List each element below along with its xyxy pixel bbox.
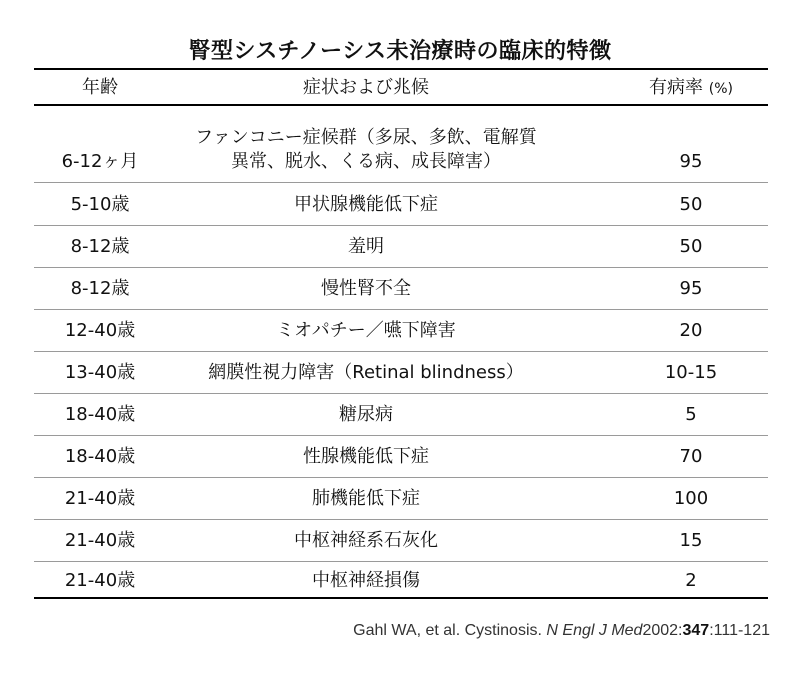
- symptom-cell: 糖尿病: [339, 404, 393, 425]
- prevalence-cell: 70: [679, 446, 703, 467]
- row-separator: [34, 519, 768, 520]
- citation: [0, 622, 770, 640]
- row-separator: [34, 393, 768, 394]
- age-cell: 13-40歳: [64, 362, 136, 383]
- citation-pages: :111-121: [709, 622, 770, 639]
- row-separator: [34, 309, 768, 310]
- row-separator: [34, 477, 768, 478]
- row-separator: [34, 225, 768, 226]
- table-title: 腎型シスチノーシス未治療時の臨床的特徴: [188, 39, 612, 64]
- header-prevalence-unit: (%): [708, 81, 733, 97]
- prevalence-cell: 2: [685, 570, 697, 591]
- age-cell: 6-12ヶ月: [61, 151, 139, 172]
- symptom-cell: 慢性腎不全: [321, 278, 411, 299]
- prevalence-cell: 5: [685, 404, 697, 425]
- age-cell: 18-40歳: [64, 404, 136, 425]
- symptom-cell: [166, 126, 566, 174]
- prevalence-cell: 20: [679, 320, 703, 341]
- age-cell: 8-12歳: [70, 236, 130, 257]
- citation-journal: N Engl J Med: [546, 622, 643, 639]
- symptom-cell: 網膜性視力障害（Retinal blindness）: [208, 362, 524, 383]
- age-cell: 12-40歳: [64, 320, 136, 341]
- row-separator: [34, 351, 768, 352]
- header-symptoms: 症状および兆候: [303, 77, 429, 98]
- prevalence-cell: 50: [679, 194, 703, 215]
- symptom-cell: 中枢神経系石灰化: [294, 530, 438, 551]
- symptom-cell: ミオパチー／嚥下障害: [276, 320, 456, 341]
- bottom-rule: [34, 597, 768, 599]
- header-prevalence-label: 有病率: [649, 77, 704, 98]
- age-cell: 8-12歳: [70, 278, 130, 299]
- prevalence-cell: 50: [679, 236, 703, 257]
- symptom-cell: 甲状腺機能低下症: [294, 194, 438, 215]
- table-header: [0, 74, 800, 102]
- age-cell: 21-40歳: [64, 488, 136, 509]
- header-rule: [34, 104, 768, 106]
- row-separator: [34, 182, 768, 183]
- table-row: [0, 124, 800, 176]
- age-cell: 21-40歳: [64, 530, 136, 551]
- symptom-line-2: 異常、脱水、くる病、成長障害）: [231, 151, 501, 172]
- age-cell: 21-40歳: [64, 570, 136, 591]
- prevalence-cell: 95: [679, 278, 703, 299]
- header-age: 年齢: [82, 77, 118, 98]
- symptom-cell: 羞明: [348, 236, 384, 257]
- top-rule: [34, 68, 768, 70]
- header-prevalence: [616, 74, 766, 103]
- symptom-cell: 肺機能低下症: [312, 488, 420, 509]
- citation-authors: Gahl WA, et al. Cystinosis.: [353, 622, 542, 639]
- row-separator: [34, 435, 768, 436]
- symptom-cell: 中枢神経損傷: [312, 570, 420, 591]
- prevalence-cell: 100: [673, 488, 709, 509]
- citation-year: 2002:: [642, 622, 683, 639]
- symptom-cell: 性腺機能低下症: [303, 446, 429, 467]
- symptom-line-1: ファンコニー症候群（多尿、多飲、電解質: [195, 127, 537, 148]
- prevalence-cell: 95: [679, 151, 703, 172]
- citation-volume: 347: [682, 622, 710, 639]
- row-separator: [34, 561, 768, 562]
- row-separator: [34, 267, 768, 268]
- prevalence-cell: 15: [679, 530, 703, 551]
- age-cell: 18-40歳: [64, 446, 136, 467]
- age-cell: 5-10歳: [70, 194, 130, 215]
- prevalence-cell: 10-15: [664, 362, 718, 383]
